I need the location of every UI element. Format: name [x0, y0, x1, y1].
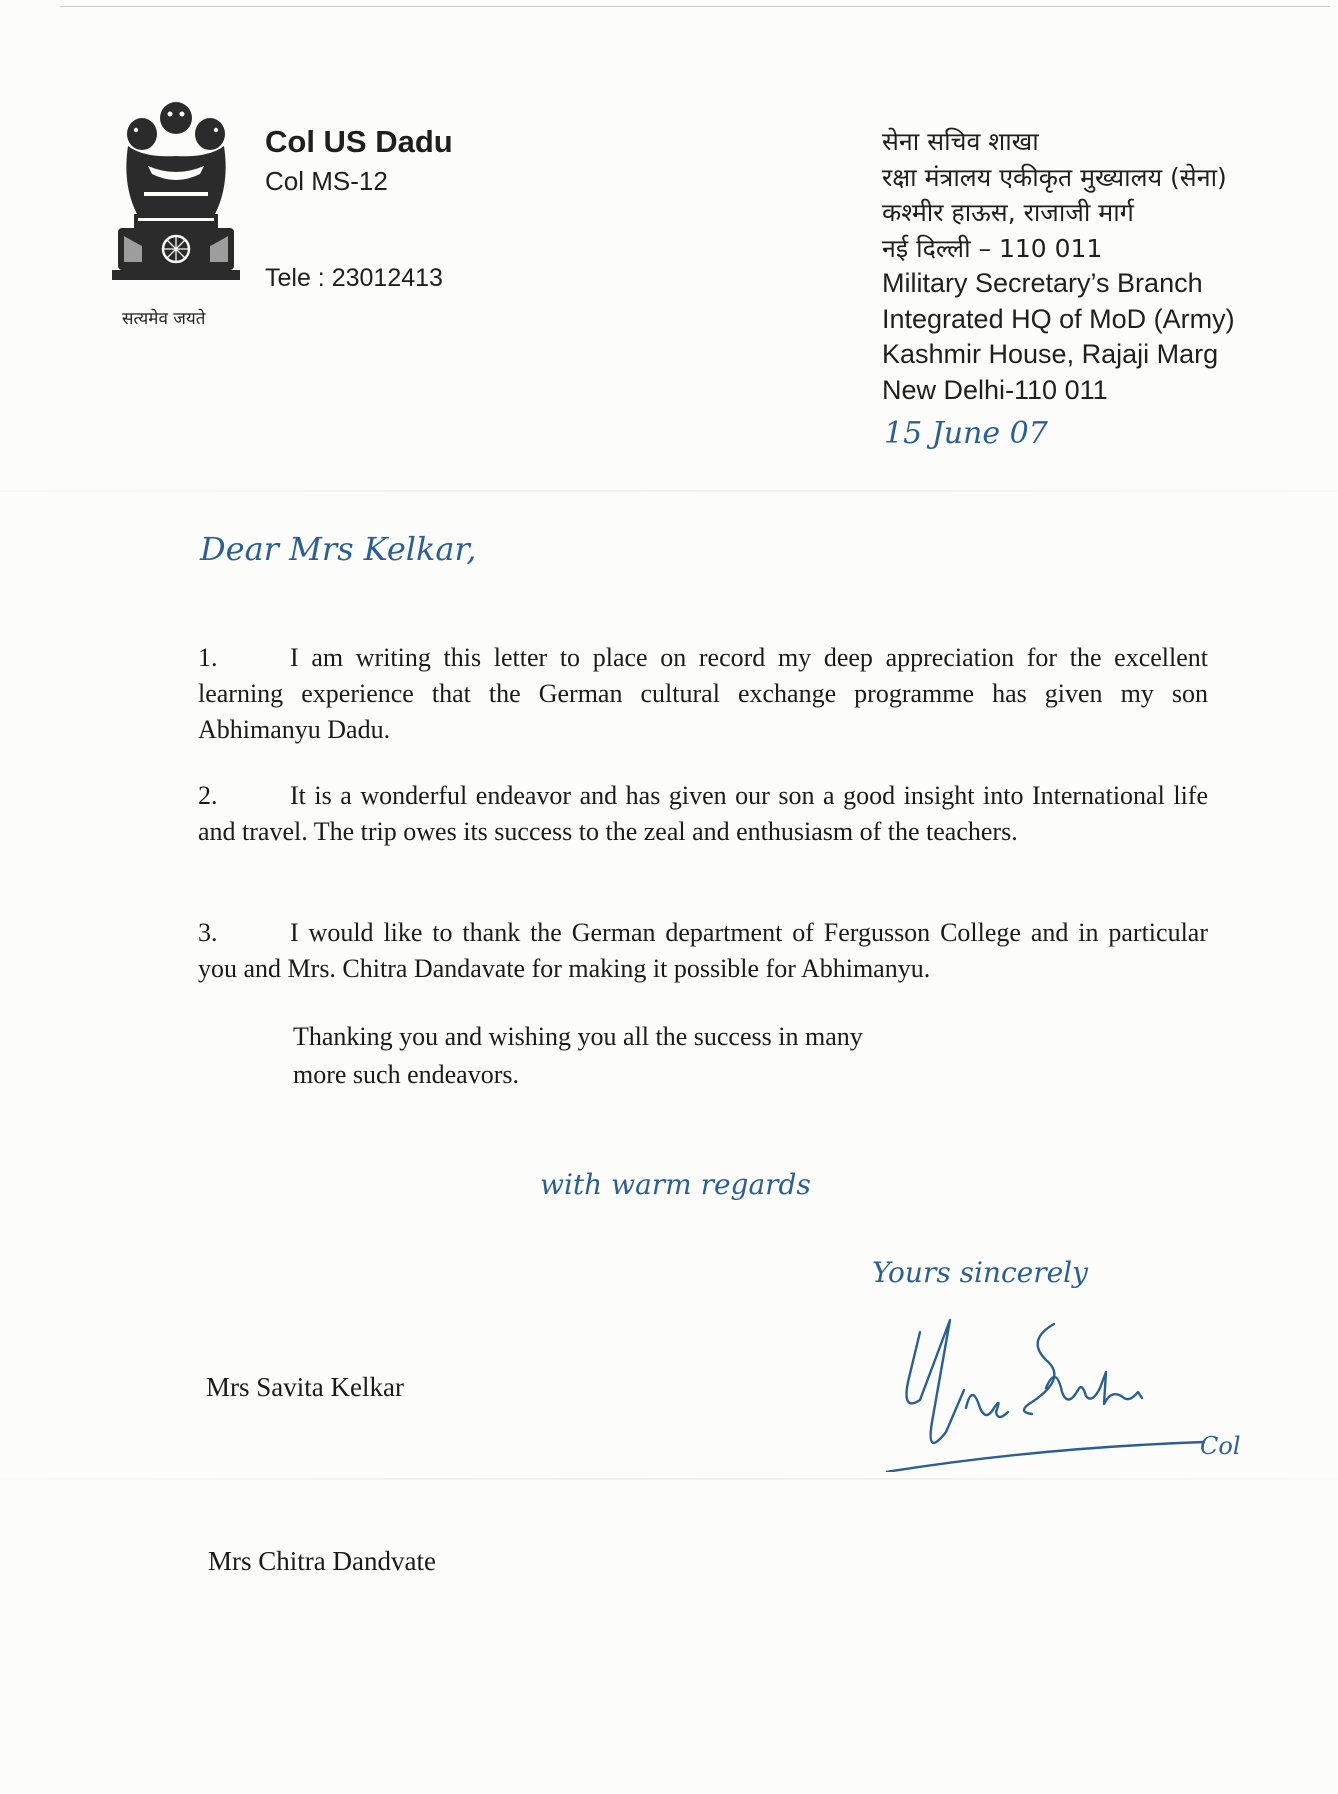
- address-english-line: Kashmir House, Rajaji Marg: [882, 339, 1219, 369]
- recipient-name: Mrs Savita Kelkar: [206, 1372, 404, 1402]
- closing-line: more such endeavors.: [293, 1060, 519, 1089]
- emblem-motto: सत्यमेव जयते: [122, 309, 206, 329]
- handwritten-rank-suffix: Col: [1200, 1432, 1241, 1460]
- sender-telephone: Tele : 23012413: [265, 264, 443, 292]
- salutation: Dear Mrs Kelkar,: [200, 530, 477, 568]
- address-hindi-line: रक्षा मंत्रालय एकीकृत मुख्यालय (सेना): [882, 162, 1227, 192]
- paragraph-text: It is a wonderful endeavor and has given our son a good insight into International life and travel. The trip owes its success to the zeal and enthusiasm of the teachers.: [198, 781, 1208, 846]
- closing-text: [293, 1018, 863, 1094]
- paper-edge: [60, 6, 1330, 7]
- paragraph-2: [198, 778, 1208, 850]
- sender-rank: Col MS-12: [265, 166, 388, 196]
- address-english-line: Military Secretary’s Branch: [882, 268, 1203, 298]
- sender-name: Col US Dadu: [265, 124, 453, 159]
- address-hindi-line: कश्मीर हाऊस, राजाजी मार्ग: [882, 198, 1134, 227]
- recipient-name: Mrs Chitra Dandvate: [208, 1546, 436, 1576]
- office-address: [882, 124, 1235, 408]
- signature-image: [886, 1312, 1246, 1472]
- paragraph-number: 3.: [198, 918, 218, 947]
- handwritten-yours-sincerely: Yours sincerely: [872, 1256, 1088, 1289]
- paper-fold: [0, 490, 1338, 492]
- national-emblem-icon: [108, 96, 244, 306]
- address-english-line: New Delhi-110 011: [882, 374, 1108, 405]
- paper-fold: [0, 1478, 1338, 1480]
- paragraph-text: I am writing this letter to place on record my deep appreciation for the excellent learning experience that the German cultural exchange programme has given my son Abhimanyu Dadu.: [198, 643, 1208, 744]
- address-english-line: Integrated HQ of MoD (Army): [882, 303, 1235, 334]
- handwritten-date: 15 June 07: [884, 416, 1048, 451]
- closing-line: Thanking you and wishing you all the success in many: [293, 1022, 863, 1051]
- paragraph-number: 1.: [198, 643, 218, 672]
- handwritten-regards: with warm regards: [540, 1168, 811, 1201]
- paragraph-1: [198, 640, 1208, 748]
- paragraph-number: 2.: [198, 781, 218, 810]
- address-hindi-line: नई दिल्ली – 110 011: [882, 233, 1103, 263]
- paragraph-3: [198, 915, 1208, 987]
- address-hindi-line: सेना सचिव शाखा: [882, 127, 1039, 156]
- paragraph-text: I would like to thank the German department of Fergusson College and in particular you and Mrs. Chitra Dandavate for making it possible for Abhimanyu.: [198, 918, 1208, 983]
